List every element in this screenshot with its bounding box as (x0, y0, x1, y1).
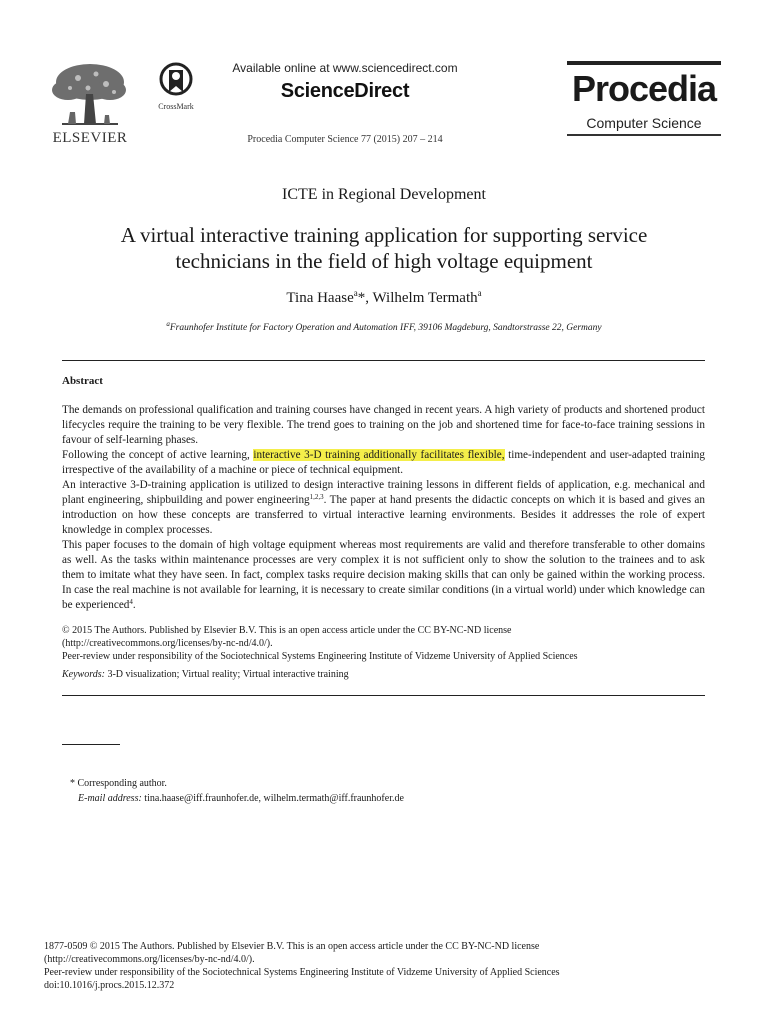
affiliation-text: Fraunhofer Institute for Factory Operation and Automation IFF, 39106 Magdeburg, Sandtorstrasse 22, Germany (169, 323, 602, 333)
abstract-p3-start: An interactive 3-D-training application is utilized to design interactive training lessons in different fields of application, e.g. mechanical and plant engineering, shipbuilding and power engineering (62, 479, 705, 506)
email-addresses[interactable]: tina.haase@iff.fraunhofer.de, wilhelm.termath@iff.fraunhofer.de (141, 793, 404, 804)
elsevier-wordmark: ELSEVIER (52, 130, 128, 146)
abstract-p2-start: Following the concept of active learning, (62, 449, 254, 461)
abstract-paragraph-4 (62, 538, 705, 613)
paper-title-line-2: technicians in the field of high voltage equipment (175, 249, 593, 273)
license-link[interactable]: (http://creativecommons.org/licenses/by-nc-nd/4.0/). (62, 638, 273, 649)
abstract-paragraph-2 (62, 448, 705, 478)
paper-title (60, 222, 708, 274)
affiliation (0, 320, 768, 333)
affiliation-mark: a (166, 320, 170, 328)
keywords-label: Keywords: (62, 669, 105, 680)
issn-copyright-line: 1877-0509 © 2015 The Authors. Published by Elsevier B.V. This is an open access article under the CC BY-NC-ND license (44, 941, 540, 952)
abstract-p2-end: time-independent and user-adapted training irrespective of the availability of a machine or piece of technical equipment. (62, 449, 705, 476)
procedia-logo (567, 61, 721, 137)
sciencedirect-logo: ScienceDirect (280, 80, 410, 102)
available-online-text: Available online at www.sciencedirect.com (232, 61, 458, 75)
abstract-heading: Abstract (62, 375, 103, 387)
corresponding-author-note: * Corresponding author. (70, 778, 167, 789)
abstract-p4-start: This paper focuses to the domain of high voltage equipment whereas most requirements are valid and therefore transferable to other domains as well. As the tasks within maintenance processes are very complex it is not sufficient only to show the solution to the trainees and to ask them to imitate what they have seen. In fact, complex tasks require decision making skills that can only be gained within the working process. In case the real machine is not available for learning, it is necessary to create similar conditions (in a virtual world) under which knowledge can be experienced (62, 539, 705, 611)
footer-peer-review: Peer-review under responsibility of the Sociotechnical Systems Engineering Institute of Vidzeme University of Applied Sciences (44, 967, 560, 978)
highlighted-text[interactable]: interactive 3-D training additionally facilitates flexible, (253, 449, 505, 461)
peer-review-statement: Peer-review under responsibility of the Sociotechnical Systems Engineering Institute of Vidzeme University of Applied Sciences (62, 651, 578, 662)
author-2: Wilhelm Termath (372, 290, 478, 306)
keywords-value: 3-D visualization; Virtual reality; Virtual interactive training (104, 669, 349, 680)
email-note (78, 793, 404, 804)
crossmark-label: CrossMark (158, 102, 194, 111)
conference-name: ICTE in Regional Development (282, 186, 486, 203)
keywords (62, 669, 705, 680)
footer-license-link[interactable]: (http://creativecommons.org/licenses/by-nc-nd/4.0/). (44, 954, 255, 965)
abstract-p3-end: . The paper at hand presents the didactic concepts on which it is based and gives an introduction on how these concepts are transferred to virtual interactive learning environments. Besides it addresses the role of expert knowledge in complex processes. (62, 494, 705, 536)
crossmark-icon (159, 62, 193, 100)
procedia-subtitle: Computer Science (586, 115, 702, 131)
abstract-bottom-rule (62, 695, 705, 696)
author-1-affiliation-mark: a (353, 288, 358, 298)
procedia-wordmark: Procedia (571, 68, 717, 109)
procedia-top-bar (567, 61, 721, 65)
email-label: E-mail address: (78, 793, 142, 804)
abstract-paragraph-3 (62, 478, 705, 538)
license-line-1: © 2015 The Authors. Published by Elsevier B.V. This is an open access article under the CC BY-NC-ND license (62, 625, 512, 636)
author-1: Tina Haase (286, 290, 354, 306)
paper-title-line-1: A virtual interactive training application for supporting service (120, 223, 648, 247)
footnote-rule (62, 744, 120, 745)
author-list (0, 288, 768, 307)
doi[interactable]: doi:10.1016/j.procs.2015.12.372 (44, 980, 175, 991)
abstract-paragraph-1: The demands on professional qualification and training courses have changed in recent years. A high variety of products and shortened product lifecycles require the training to be very flexible. The trend goes to training on the job and shortened time for face-to-face training sessions in favour of self-learning phases. (62, 404, 705, 446)
abstract-top-rule (62, 360, 705, 361)
license-statement (62, 624, 705, 663)
citation-1-2-3[interactable]: 1,2,3 (309, 493, 324, 501)
citation-4[interactable]: 4 (129, 598, 133, 606)
corresponding-mark: *, (357, 290, 373, 306)
procedia-underline (567, 134, 721, 136)
crossmark-badge[interactable] (150, 62, 202, 111)
journal-reference: Procedia Computer Science 77 (2015) 207 – 214 (247, 134, 443, 145)
abstract-p4-end: . (132, 599, 136, 611)
copyright-footer (44, 940, 724, 992)
author-2-affiliation-mark: a (477, 288, 482, 298)
abstract-body (62, 403, 705, 613)
